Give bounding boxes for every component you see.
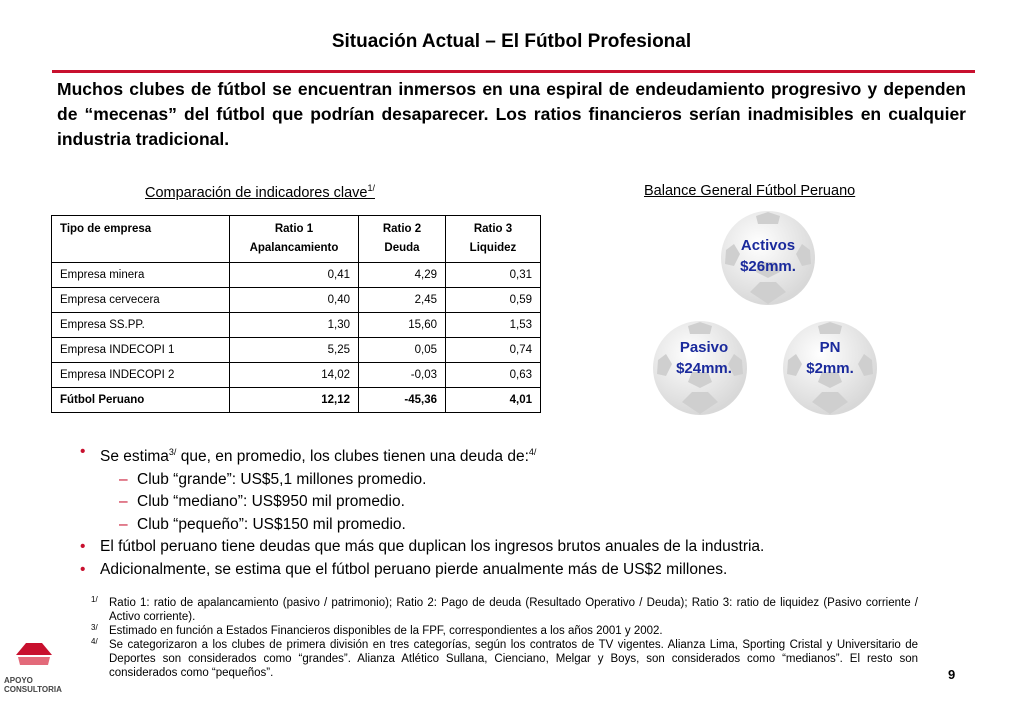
cell-empresa: Empresa INDECOPI 2 <box>52 363 230 388</box>
footnotes <box>85 596 918 680</box>
cell-ratio1: 14,02 <box>230 363 359 388</box>
cell-ratio2: 0,05 <box>359 338 446 363</box>
ball-label-pasivo <box>654 337 754 379</box>
balance-title: Balance General Fútbol Peruano <box>644 183 856 199</box>
sub-bullet-text: Club “pequeño”: US$150 mil promedio. <box>137 515 406 533</box>
cell-ratio2: 4,29 <box>359 263 446 288</box>
dash-marker: – <box>119 470 128 488</box>
bullet-text: que, en promedio, los clubes tienen una deuda de: <box>176 448 529 466</box>
footnote <box>85 624 918 638</box>
dash-marker: – <box>119 515 128 533</box>
pasivo-value: $24mm. <box>676 360 732 377</box>
cell-ratio3: 4,01 <box>446 388 541 413</box>
sub-bullet-item <box>88 469 988 492</box>
activos-label: Activos <box>740 237 796 254</box>
header-tipo-label: Tipo de empresa <box>60 223 152 235</box>
footnote-number: 3/ <box>91 623 98 632</box>
ball-label-pn <box>780 337 880 379</box>
title-divider <box>52 70 975 73</box>
cell-ratio3: 0,74 <box>446 338 541 363</box>
table-title-footnote-mark: 1/ <box>367 183 375 193</box>
logo-text <box>4 676 64 694</box>
footnote-mark: 3/ <box>168 447 177 457</box>
cell-ratio1: 5,25 <box>230 338 359 363</box>
cell-empresa: Empresa INDECOPI 1 <box>52 338 230 363</box>
bullet-text: Se estima <box>100 448 169 466</box>
header-ratio3-label: Ratio 3 <box>473 223 513 235</box>
bullet-marker: • <box>80 538 86 556</box>
cell-ratio3: 0,59 <box>446 288 541 313</box>
header-ratio1-sub: Apalancamiento <box>249 242 339 254</box>
table-row <box>52 288 541 313</box>
header-ratio3-sub: Liquidez <box>469 242 517 254</box>
cell-empresa: Fútbol Peruano <box>52 388 230 413</box>
bullet-marker: • <box>80 443 86 460</box>
footnote-text: Estimado en función a Estados Financieros disponibles de la FPF, correspondientes a los años 2001 y 2002. <box>109 625 663 637</box>
cell-empresa: Empresa cervecera <box>52 288 230 313</box>
bullet-item <box>80 559 988 582</box>
cell-ratio3: 1,53 <box>446 313 541 338</box>
cell-ratio1: 0,40 <box>230 288 359 313</box>
footnote-text: Ratio 1: ratio de apalancamiento (pasivo / patrimonio); Ratio 2: Pago de deuda (Resultado Operativo / Deuda); Ratio 3: ratio de liquidez (Pasivo corriente / Activo corriente). <box>109 597 918 623</box>
cell-ratio2: 2,45 <box>359 288 446 313</box>
table-row <box>52 263 541 288</box>
header-ratio2-label: Ratio 2 <box>382 223 422 235</box>
indicators-table <box>51 215 541 413</box>
cell-ratio2: -45,36 <box>359 388 446 413</box>
logo-line1: APOYO <box>4 676 33 685</box>
header-ratio3 <box>446 216 541 263</box>
sub-bullet-item <box>88 491 988 514</box>
cell-empresa: Empresa SS.PP. <box>52 313 230 338</box>
table-row-highlight <box>52 388 541 413</box>
sub-bullet-text: Club “mediano”: US$950 mil promedio. <box>137 493 405 511</box>
cell-ratio1: 12,12 <box>230 388 359 413</box>
company-logo <box>4 641 64 694</box>
slide-title: Situación Actual – El Fútbol Profesional <box>331 31 692 52</box>
cell-ratio1: 1,30 <box>230 313 359 338</box>
dash-marker: – <box>119 493 128 511</box>
cell-ratio3: 0,31 <box>446 263 541 288</box>
logo-mark-icon <box>4 641 64 671</box>
footnote-number: 1/ <box>91 595 98 604</box>
logo-line2: CONSULTORIA <box>4 685 62 694</box>
bullet-marker: • <box>80 560 86 578</box>
page-number: 9 <box>948 667 956 682</box>
sub-bullet-item <box>88 514 988 537</box>
bullet-text: El fútbol peruano tiene deudas que más que duplican los ingresos brutos anuales de la industria. <box>100 538 765 556</box>
footnote-mark: 4/ <box>528 447 537 457</box>
pn-label: PN <box>819 339 841 356</box>
bullet-list <box>80 441 988 581</box>
footnote <box>85 638 918 680</box>
bullet-text: Adicionalmente, se estima que el fútbol peruano pierde anualmente más de US$2 millones. <box>100 560 728 578</box>
cell-empresa: Empresa minera <box>52 263 230 288</box>
table-title-text: Comparación de indicadores clave <box>145 184 368 201</box>
sub-bullet-text: Club “grande”: US$5,1 millones promedio. <box>137 470 427 488</box>
header-ratio2 <box>359 216 446 263</box>
activos-value: $26mm. <box>740 258 796 275</box>
cell-ratio2: 15,60 <box>359 313 446 338</box>
bullet-item <box>80 441 988 469</box>
cell-ratio1: 0,41 <box>230 263 359 288</box>
intro-paragraph: Muchos clubes de fútbol se encuentran inmersos en una espiral de endeudamiento progresivo y dependen de “mecenas” del fútbol que podrían desaparecer. Los ratios financieros serían inadmisibles en cualquier industria tradicional. <box>57 79 966 149</box>
cell-ratio3: 0,63 <box>446 363 541 388</box>
footnote-number: 4/ <box>91 637 98 646</box>
ball-label-activos <box>718 235 818 277</box>
footnote <box>85 596 918 624</box>
table-header-row <box>52 216 541 263</box>
bullet-item <box>80 536 988 559</box>
header-ratio1 <box>230 216 359 263</box>
header-ratio2-sub: Deuda <box>384 242 420 254</box>
pn-value: $2mm. <box>806 360 854 377</box>
footnote-text: Se categorizaron a los clubes de primera división en tres categorías, según los contratos de TV vigentes. Alianza Lima, Sporting Cristal y Universitario de Deportes son considerados como “grandes”. Alianza Atlético Sullana, Cienciano, Melgar y Boys, son considerados como “medianos”. El resto son considerados como “pequeños”. <box>109 639 918 679</box>
table-row <box>52 313 541 338</box>
cell-ratio2: -0,03 <box>359 363 446 388</box>
table-title <box>145 183 375 201</box>
table-row <box>52 338 541 363</box>
pasivo-label: Pasivo <box>679 339 729 356</box>
header-tipo <box>52 216 230 263</box>
table-row <box>52 363 541 388</box>
header-ratio1-label: Ratio 1 <box>274 223 314 235</box>
